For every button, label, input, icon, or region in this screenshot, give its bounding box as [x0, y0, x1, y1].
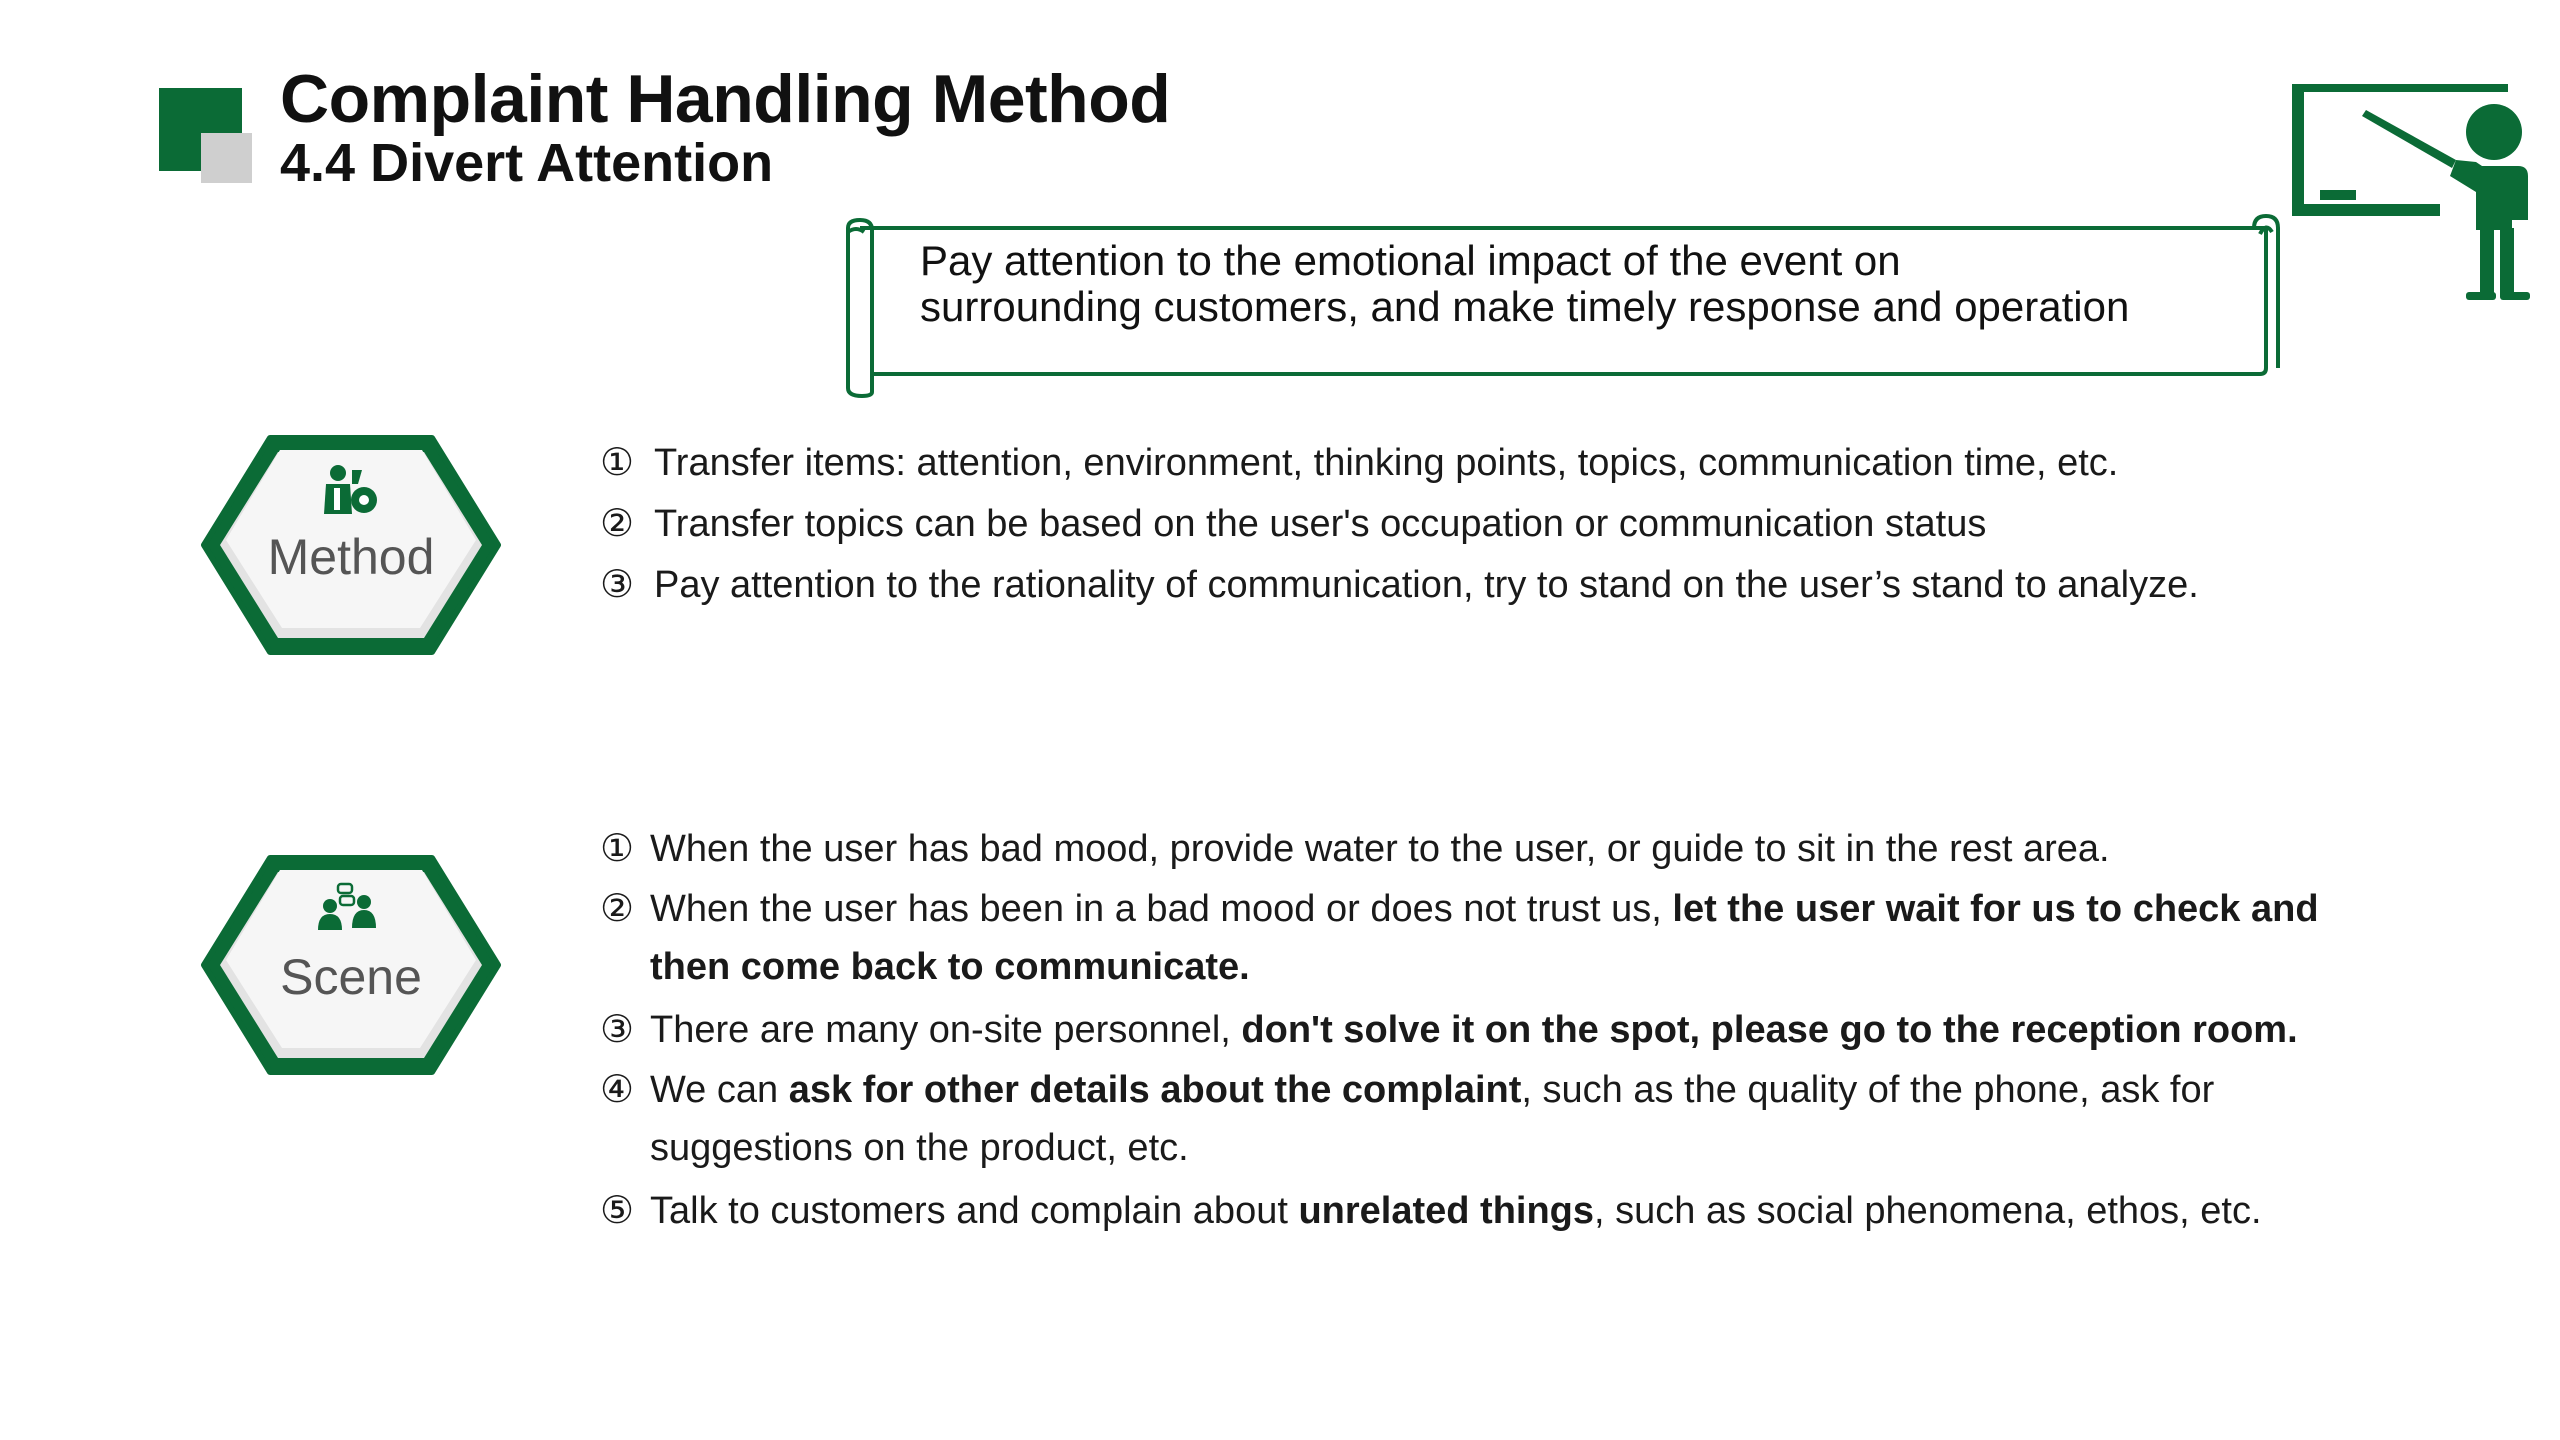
teacher-pointing-board-icon: [2290, 80, 2530, 310]
scroll-line-2: surrounding customers, and make timely response and operation: [920, 283, 2130, 330]
page-subtitle: 4.4 Divert Attention: [280, 133, 774, 193]
scene-item-4-cont: suggestions on the product, etc.: [650, 1127, 1189, 1169]
method-item-2: ② Transfer topics can be based on the user's occupation or communication status: [600, 503, 1987, 545]
scene-item-1: ① When the user has bad mood, provide water to the user, or guide to sit in the rest area.: [600, 828, 2110, 870]
scene-label: Scene: [280, 949, 422, 1005]
scroll-text: [920, 238, 2240, 330]
scene-item-5: ⑤ Talk to customers and complain about unrelated things, such as social phenomena, ethos, etc.: [600, 1190, 2262, 1232]
method-label: Method: [267, 529, 435, 585]
scroll-line-1: Pay attention to the emotional impact of the event on: [920, 237, 1901, 284]
scene-item-3: ③ There are many on-site personnel, don't solve it on the spot, please go to the reception room.: [600, 1009, 2298, 1051]
people-talking-icon: [318, 882, 380, 932]
method-item-1: ① Transfer items: attention, environment, thinking points, topics, communication time, etc.: [600, 442, 2119, 484]
worker-gear-icon: [322, 464, 380, 518]
scene-item-4: ④ We can ask for other details about the complaint, such as the quality of the phone, ask for: [600, 1069, 2215, 1111]
scene-item-2-cont: then come back to communicate.: [650, 946, 1250, 988]
logo-square-light: [201, 133, 252, 183]
scene-item-2: ② When the user has been in a bad mood or does not trust us, let the user wait for us to check and: [600, 888, 2319, 930]
method-item-3: ③ Pay attention to the rationality of communication, try to stand on the user’s stand to analyze.: [600, 564, 2199, 606]
page-title: Complaint Handling Method: [280, 61, 1171, 137]
